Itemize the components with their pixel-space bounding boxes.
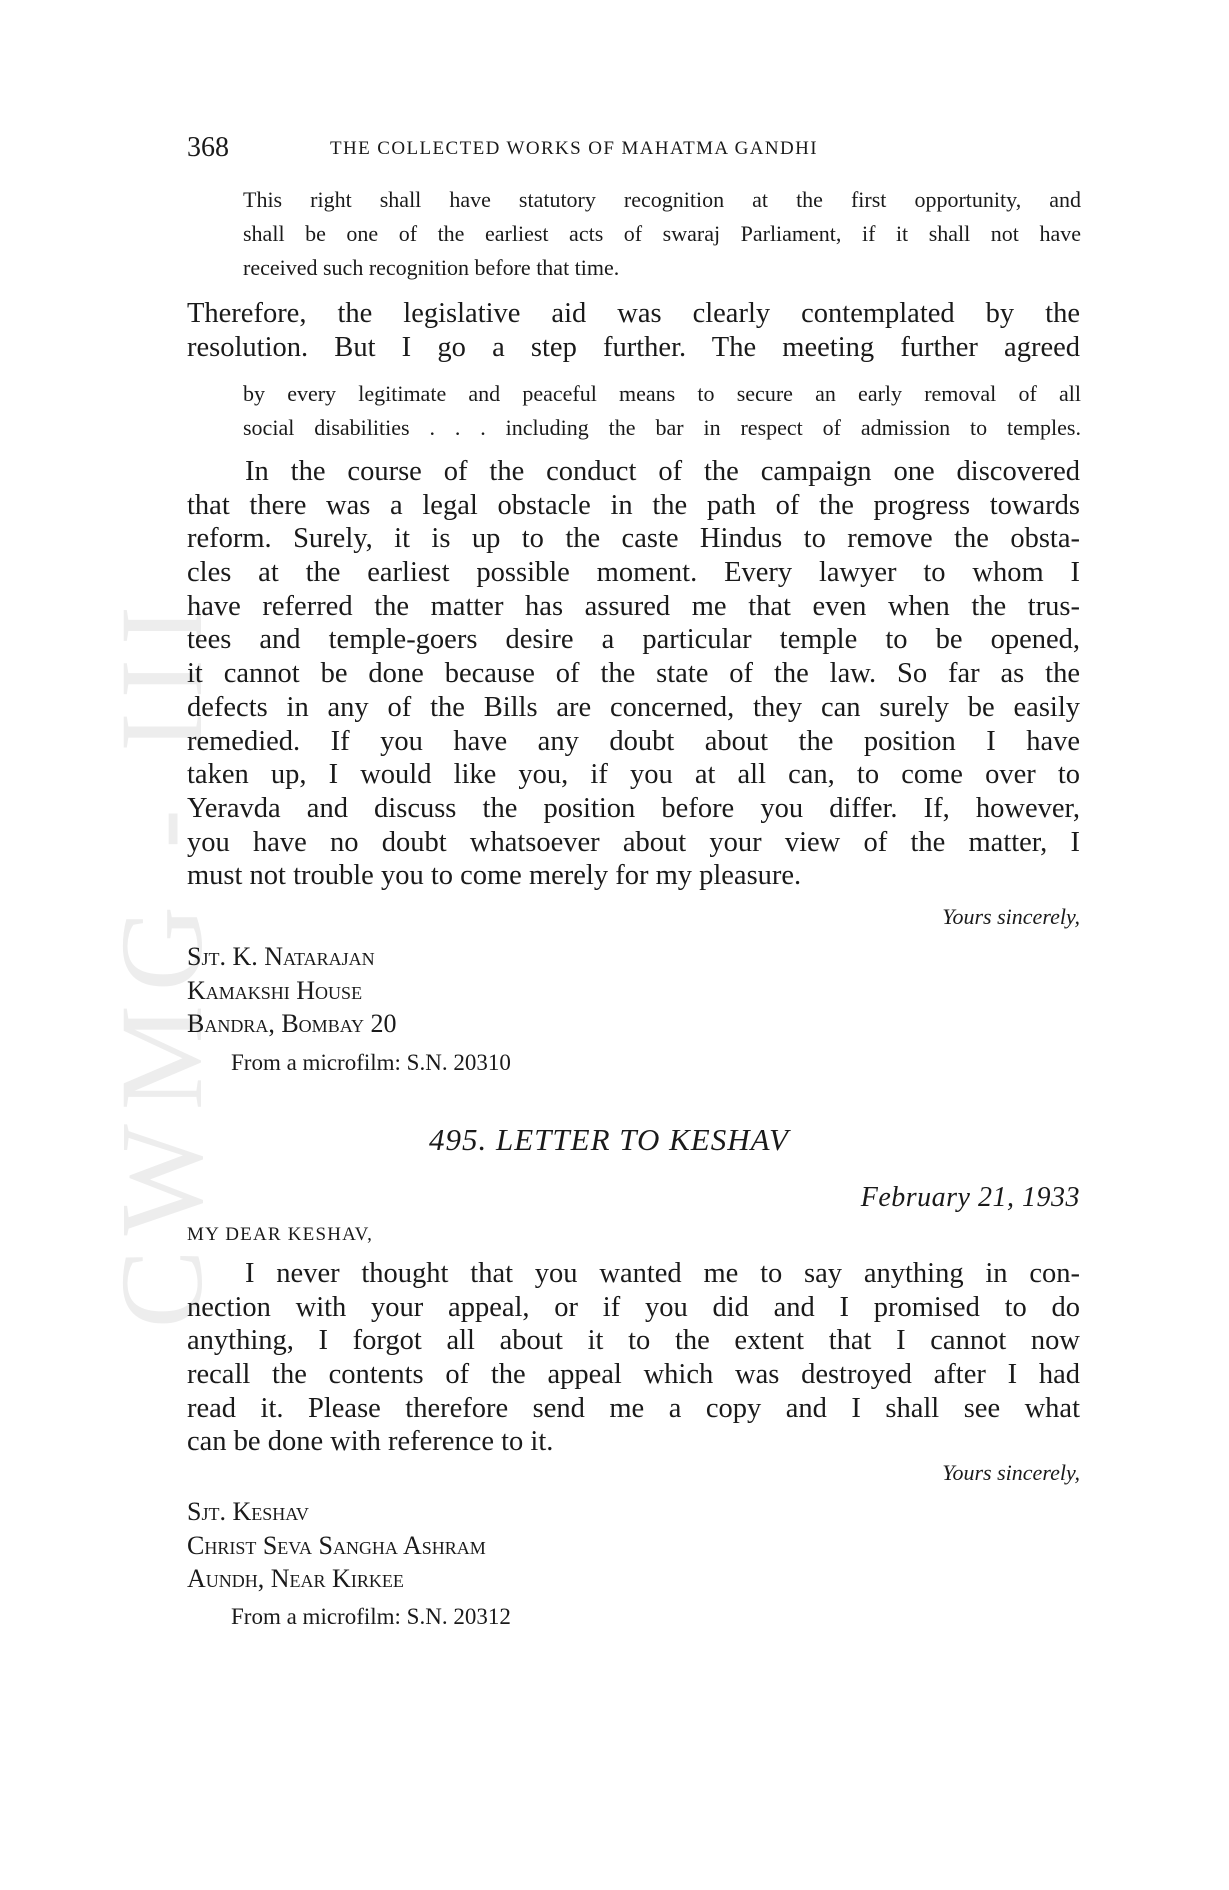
running-title: THE COLLECTED WORKS OF MAHATMA GANDHI <box>330 138 818 159</box>
quote-block-disabilities <box>243 377 1081 445</box>
body-line: can be done with reference to it. <box>187 1426 554 1458</box>
body-line: tees and temple-goers desire a particular temple to be opened, <box>187 624 1080 656</box>
quote-line: social disabilities . . . including the bar in respect of admission to temples. <box>243 415 1081 440</box>
paragraph-legislative-aid <box>187 297 1080 364</box>
address-line: Christ Seva Sangha Ashram <box>187 1530 486 1560</box>
quote-line: shall be one of the earliest acts of swaraj Parliament, if it shall not have <box>243 221 1081 246</box>
address-line: Kamakshi House <box>187 975 363 1005</box>
body-line: read it. Please therefore send me a copy and I shall see what <box>187 1392 1080 1424</box>
quote-line: by every legitimate and peaceful means to secure an early removal of all <box>243 381 1081 406</box>
salutation: MY DEAR KESHAV, <box>187 1224 374 1245</box>
watermark-text: CWMG - III <box>96 591 227 1329</box>
body-line: Yeravda and discuss the position before you differ. If, however, <box>187 792 1080 824</box>
body-line: I never thought that you wanted me to say anything in con- <box>245 1258 1080 1289</box>
body-line: you have no doubt whatsoever about your view of the matter, I <box>187 826 1080 858</box>
body-line: anything, I forgot all about it to the extent that I cannot now <box>187 1325 1080 1357</box>
body-line: remedied. If you have any doubt about the position I have <box>187 725 1080 757</box>
address-line: Bandra, Bombay 20 <box>187 1009 397 1038</box>
quote-line: received such recognition before that time. <box>243 255 620 280</box>
body-line: resolution. But I go a step further. The meeting further agreed <box>187 331 1080 363</box>
recipient-address <box>187 941 397 1042</box>
body-line: nection with your appeal, or if you did and I promised to do <box>187 1291 1080 1323</box>
body-line: Therefore, the legislative aid was clearly contemplated by the <box>187 298 1080 329</box>
paragraph-keshav-letter <box>187 1257 1080 1459</box>
letter-heading: 495. LETTER TO KESHAV <box>429 1122 789 1157</box>
body-line: reform. Surely, it is up to the caste Hindus to remove the obsta- <box>187 523 1080 555</box>
quote-line: This right shall have statutory recognition at the first opportunity, and <box>243 187 1081 212</box>
body-line: defects in any of the Bills are concerned, they can surely be easily <box>187 691 1080 723</box>
paragraph-campaign <box>187 455 1080 893</box>
source-note: From a microfilm: S.N. 20310 <box>231 1050 511 1075</box>
body-line: recall the contents of the appeal which was destroyed after I had <box>187 1359 1080 1391</box>
recipient-address <box>187 1496 486 1597</box>
body-line: must not trouble you to come merely for my pleasure. <box>187 860 802 892</box>
address-line: Aundh, Near Kirkee <box>187 1564 404 1593</box>
letter-date: February 21, 1933 <box>860 1182 1080 1213</box>
quote-block-statutory <box>243 183 1081 285</box>
closing-yours-sincerely: Yours sincerely, <box>942 1460 1080 1485</box>
body-line: it cannot be done because of the state of the law. So far as the <box>187 658 1080 690</box>
body-line: cles at the earliest possible moment. Every lawyer to whom I <box>187 557 1080 589</box>
address-line: Sjt. K. Natarajan <box>187 942 375 971</box>
source-note: From a microfilm: S.N. 20312 <box>231 1604 511 1629</box>
page-number: 368 <box>187 132 229 163</box>
body-line: have referred the matter has assured me that even when the trus- <box>187 590 1080 622</box>
body-line: taken up, I would like you, if you at all can, to come over to <box>187 759 1080 791</box>
body-line: that there was a legal obstacle in the path of the progress towards <box>187 489 1080 521</box>
closing-yours-sincerely: Yours sincerely, <box>942 904 1080 929</box>
body-line: In the course of the conduct of the campaign one discovered <box>245 456 1080 487</box>
address-line: Sjt. Keshav <box>187 1497 309 1526</box>
